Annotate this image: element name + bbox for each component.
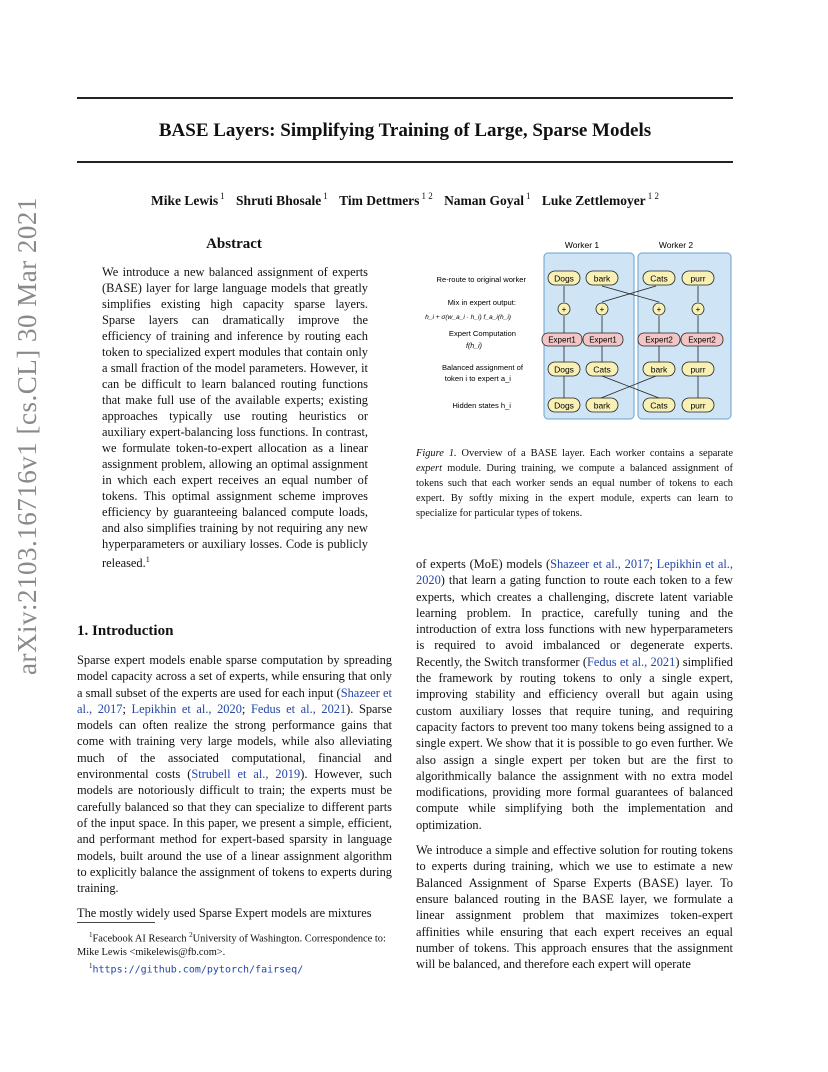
row-label-mix-formula: h_i + σ(w_a_i · h_i) f_a_i(h_i)	[425, 314, 511, 321]
top-rule	[77, 97, 733, 99]
citation-link[interactable]: Lepikhin et al., 2020	[416, 557, 733, 588]
title-bottom-rule	[77, 161, 733, 163]
worker1-label: Worker 1	[564, 240, 600, 250]
row-label-hidden: Hidden states h_i	[452, 401, 511, 410]
svg-text:purr: purr	[690, 273, 706, 284]
svg-text:bark: bark	[593, 400, 611, 411]
citation-link[interactable]: Lepikhin et al., 2020	[131, 701, 242, 716]
citation-link[interactable]: Shazeer et al., 2017	[77, 685, 392, 716]
figure-base-layer-diagram	[416, 238, 734, 424]
svg-text:purr: purr	[690, 364, 706, 375]
row-label-reroute: Re-route to original worker	[436, 275, 526, 284]
citation-link[interactable]: Fedus et al., 2021	[250, 701, 347, 716]
code-link[interactable]: https://github.com/pytorch/fairseq/	[92, 964, 304, 976]
arxiv-stamp: arXiv:2103.16716v1 [cs.CL] 30 Mar 2021	[12, 197, 42, 675]
abstract-heading: Abstract	[206, 236, 262, 252]
row-label-computation: Expert Computation	[448, 329, 516, 338]
row-label-mix: Mix in expert output:	[447, 298, 516, 307]
svg-text:+: +	[656, 305, 662, 314]
author: Luke Zettlemoyer $^{1 2}$	[541, 191, 659, 208]
row-label-balanced: Balanced assignment of	[441, 363, 523, 372]
svg-text:purr: purr	[690, 400, 706, 411]
right-column-body	[416, 556, 733, 981]
svg-text:Expert1: Expert1	[589, 335, 617, 345]
svg-text:+: +	[695, 305, 701, 314]
svg-text:bark: bark	[650, 364, 668, 375]
svg-text:Dogs: Dogs	[554, 400, 574, 411]
paragraph: The mostly widely used Sparse Expert models are mixtures	[77, 906, 372, 921]
svg-text:Cats: Cats	[650, 273, 668, 284]
paragraph: We introduce a simple and effective solution for routing tokens to experts during training, which we use to estimate a new Balanced Assignment of Sparse Experts (BASE) layer. To ensure balanced routing in the BASE layer, we formulate a linear assignment problem that maximizes token-expert affinities while ensuring that each expert receives an equal number of tokens. This approach ensures that the assignment will be balanced, and therefore each expert will operate	[416, 843, 733, 972]
footnotes: $^1$Facebook AI Research $^2$University of Washington. Correspondence to: Mike Lewis <mikelewis@fb.com>. $^1$https://github.com/pytorch/fairseq/	[77, 931, 386, 976]
section-heading-introduction: 1. Introduction	[77, 623, 174, 639]
author: Mike Lewis $^1$	[151, 191, 225, 208]
svg-text:Expert2: Expert2	[688, 335, 716, 345]
left-column-body	[77, 652, 392, 931]
svg-text:Cats: Cats	[593, 364, 611, 375]
paragraph: of experts (MoE) models (Shazeer et al., 2017; Lepikhin et al., 2020) that learn a gating function to route each token to a few experts, which creates a challenging, discrete latent variable learning problem. In practice, carefully tuning and the introduction of extra loss functions with new hyperparameters is required to avoid imbalanced or degenerate experts. Recently, the Switch transformer (Fedus et al., 2021) simplified the framework by routing tokens to only a single expert, improving stability and efficiency overall but again using custom auxiliary losses that require tuning, and requiring capacity factors to prevent too many tokens being assigned to a single expert. We show that it is possible to go even further. We also assign a single expert per token but are the first to algorithmically balance the assignment with no extra model modifications, providing more formal guarantees of balanced compute while simplifying both the implementation and optimization.	[416, 557, 733, 832]
author-list	[77, 191, 733, 209]
abstract-text: We introduce a new balanced assignment of experts (BASE) layer for large language models that greatly simplifies existing high capacity sparse layers. Sparse layers can dramatically improve the efficiency of training and inference by routing each token to specialized expert modules that contain only a small fraction of the model parameters. However, it can be difficult to learn balanced routing functions that make full use of the available experts; existing approaches typically use routing heuristics or auxiliary expert-balancing loss functions. In contrast, we formulate token-to-expert allocation as a linear assignment problem, allowing an optimal assignment in which each expert receives an equal number of tokens. This optimal assignment scheme improves efficiency by guaranteeing balanced compute loads, and also simplifies training by not requiring any new hyperparameters or auxiliary losses. Code is publicly released.$^1$	[102, 265, 368, 571]
svg-text:Dogs: Dogs	[554, 273, 574, 284]
row-label-computation-formula: f(h_i)	[466, 343, 482, 350]
svg-text:bark: bark	[593, 273, 611, 284]
svg-text:Expert1: Expert1	[548, 335, 576, 345]
footnote-rule	[77, 922, 155, 923]
worker2-label: Worker 2	[658, 240, 694, 250]
svg-text:+: +	[561, 305, 567, 314]
author: Shruti Bhosale $^1$	[236, 191, 328, 208]
author: Tim Dettmers $^{1 2}$	[339, 191, 433, 208]
citation-link[interactable]: Strubell et al., 2019	[191, 767, 301, 782]
svg-text:Dogs: Dogs	[554, 364, 574, 375]
author: Naman Goyal $^1$	[444, 191, 531, 208]
paragraph: Sparse expert models enable sparse computation by spreading model capacity across a set of experts, while ensuring that only a small subset of the experts are used for each input (Shazeer et al., 2017; Lepikhin et al., 2020; Fedus et al., 2021). Sparse models can often realize the strong performance gains that come with training very large models, while also alleviating much of the associated computational, financial and environmental costs (Strubell et al., 2019). However, such models are notoriously difficult to train; the experts must be carefully balanced so that they can specialize to different parts of the input space. In this paper, we present a simple, efficient, and performant method for expert-based sparsity in language models, built around the use of a linear assignment algorithm to explicitly balance the assignment of tokens to experts during training.	[77, 653, 392, 896]
paper-title: BASE Layers: Simplifying Training of Large, Sparse Models	[158, 120, 652, 141]
citation-link[interactable]: Fedus et al., 2021	[586, 654, 676, 669]
svg-text:Expert2: Expert2	[645, 335, 673, 345]
citation-link[interactable]: Shazeer et al., 2017	[550, 557, 650, 571]
svg-text:Cats: Cats	[650, 400, 668, 411]
svg-text:+: +	[599, 305, 605, 314]
figure-caption: Figure 1. Overview of a BASE layer. Each worker contains a separate expert module. During training, we compute a balanced assignment of tokens such that each worker sends an equal number of tokens to each expert. By softly mixing in the expert module, experts can learn to specialize for particular types of tokens.	[416, 448, 733, 519]
row-label-balanced-2: token i to expert a_i	[444, 374, 511, 383]
